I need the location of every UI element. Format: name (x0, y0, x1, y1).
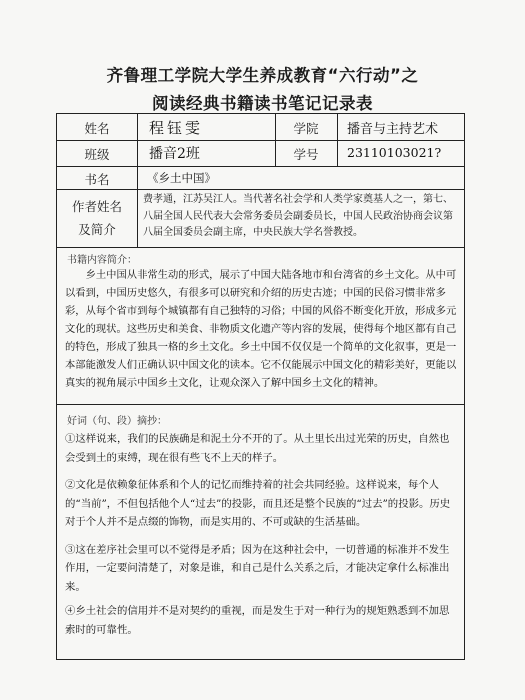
row-divider (57, 140, 464, 141)
class-label: 班级 (84, 147, 110, 162)
column-divider (337, 114, 338, 166)
excerpt-item: ②文化是依赖象征体系和个人的记忆而维持着的社会共同经验。这样说来，每个人的“当前”，不但包括他个人“过去”的投影，而且还是整个民族的“过去”的投影。历史对于个人并不是点缀的饰物，而是实用的、不可或缺的生活基础。 (65, 479, 451, 528)
row-divider (57, 166, 464, 167)
excerpts-label: 好词（句、段）摘抄： (67, 416, 167, 427)
reading-notes-form (56, 113, 465, 660)
student-id-value[interactable]: 23110103021? (347, 145, 442, 160)
form-title-line-1: 齐鲁理工学院大学生养成教育“六行动”之 (106, 66, 419, 85)
content-summary-text[interactable] (65, 266, 458, 392)
author-label-line-2: 及简介 (78, 222, 116, 237)
name-label: 姓名 (84, 121, 110, 136)
excerpt-item: ④乡土社会的信用并不是对契约的重视，而是发生于对一种行为的规矩熟悉到不加思索时的可靠性。 (65, 605, 450, 636)
excerpt-item: ③这在差序社会里可以不觉得是矛盾；因为在这种社会中，一切普通的标准并不发生作用，一定要问清楚了，对象是谁，和自己是什么关系之后，才能决定拿什么标准出来。 (65, 543, 450, 593)
form-title-line-2: 阅读经典书籍读书笔记记录表 (152, 94, 373, 113)
college-value[interactable]: 播音与主持艺术 (347, 122, 439, 137)
row-divider (57, 247, 464, 248)
book-title-value[interactable]: 《乡土中国》 (147, 171, 216, 185)
column-divider (137, 114, 138, 247)
row-divider (57, 189, 464, 190)
college-label: 学院 (293, 121, 319, 136)
book-title-label: 书名 (84, 172, 110, 187)
name-value[interactable]: 程钰雯 (149, 119, 204, 137)
author-label-line-1: 作者姓名 (71, 199, 122, 214)
content-summary-label: 书籍内容简介： (67, 255, 137, 266)
excerpts-list[interactable] (65, 430, 458, 639)
content-summary-paragraph: 乡土中国从非常生动的形式，展示了中国大陆各地市和台湾省的乡土文化。从中可以看到，中国历史悠久，有很多可以研究和介绍的历史古迹；中国的民俗习惯非常多彩，从每个省市到每个城镇都有自己独特的习俗；中国的风俗不断变化开放，形成多元文化的现状。这些历史和美食、非物质文化遗产等内容的发展，使得每个地区都有自己的特色，形成了独具一格的乡土文化。乡土中国不仅仅是一个简单的文化叙事，更是一本部能激发人们正确认识中国文化的读本。它不仅能展示中国文化的精彩美好，更能以真实的视角展示中国乡土文化，让观众深入了解中国乡土文化的精神。 (65, 269, 457, 389)
class-value[interactable]: 播音2班 (149, 146, 200, 162)
row-divider (57, 404, 464, 405)
student-id-label: 学号 (293, 147, 319, 162)
excerpt-item: ①这样说来，我们的民族确是和泥土分不开的了。从土里长出过光荣的历史，自然也会受到土的束缚，现在很有些飞不上天的样子。 (65, 433, 450, 464)
author-intro-value[interactable]: 费孝通，江苏吴江人。当代著名社会学和人类学家奠基人之一，第七、八届全国人民代表大会常务委员会副委员长，中国人民政治协商会议第八届全国委员会副主席，中央民族大学名誉教授。 (143, 194, 453, 238)
